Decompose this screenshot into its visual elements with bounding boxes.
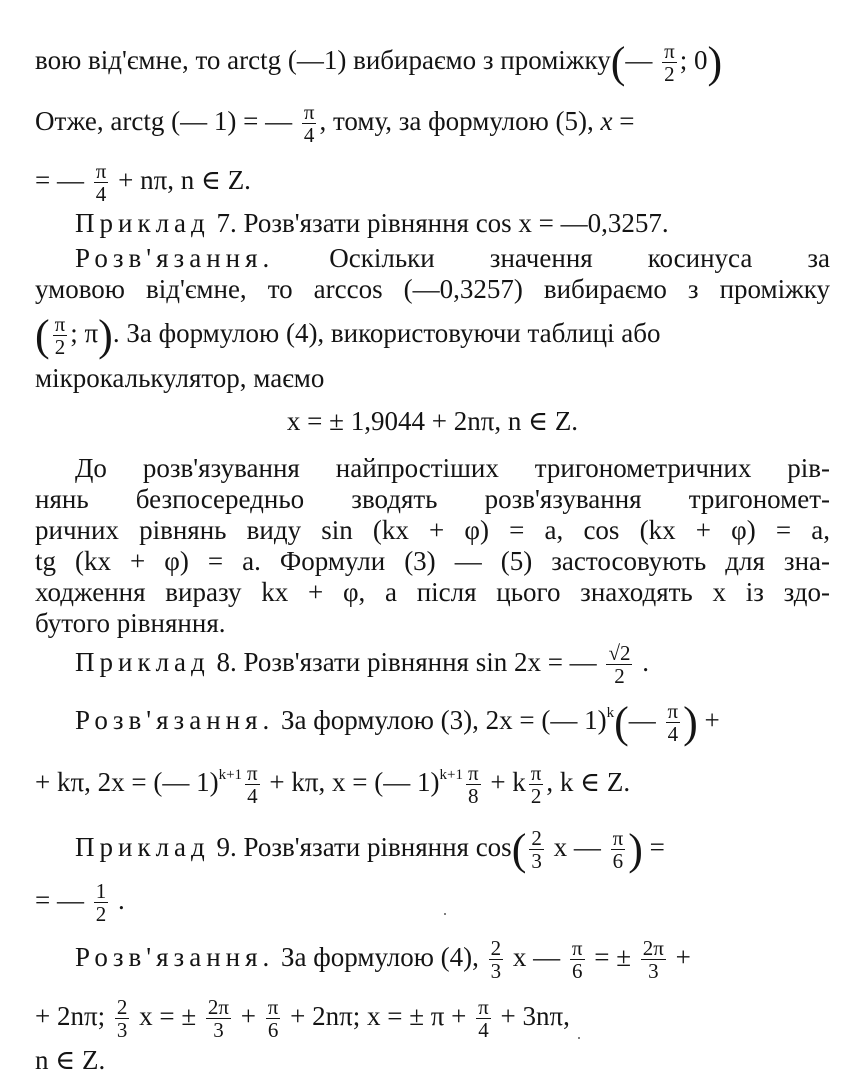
solution-7-line-1 xyxy=(75,245,830,272)
line-2-text-b: , тому, за формулою (5), xyxy=(319,105,601,136)
solution-9-line-3 xyxy=(35,1047,105,1074)
example-label: Приклад xyxy=(75,831,210,862)
line-1-text: вою від'ємне, то arctg (—1) вибираємо з проміжку xyxy=(35,44,611,75)
left-paren: ( xyxy=(614,697,629,747)
fraction-pi-over-4: $\frac{\pi}{4}$ xyxy=(95,159,107,207)
plus-sign: + xyxy=(697,704,720,735)
fraction-2-over-3: $\frac{2}{3}$ xyxy=(116,995,128,1043)
line-2-text-a: Отже, arctg (— 1) = — xyxy=(35,105,299,136)
fraction-sqrt2-over-2: $\frac{√2}{2}$ xyxy=(608,641,631,689)
solution-8-text-b: + kπ, x = (— 1) xyxy=(262,766,440,797)
paragraph-text-2: нянь безпосередньо зводять розв'язування тригономет- xyxy=(35,484,830,514)
example-9-heading xyxy=(75,824,665,874)
solution-9-line-2 xyxy=(35,996,570,1041)
text-line-6 xyxy=(35,276,830,303)
solution-8-text-d: , k ∈ Z. xyxy=(546,766,631,797)
paragraph-line-6 xyxy=(35,610,226,637)
paragraph-line-5 xyxy=(35,579,830,606)
left-paren: ( xyxy=(35,310,50,360)
exponent-k-plus-1: k+1 xyxy=(439,766,463,783)
period: . xyxy=(111,884,125,915)
fraction-pi-over-4: $\frac{\pi}{4}$ xyxy=(247,761,258,809)
solution-9-text-f: n ∈ Z. xyxy=(35,1045,106,1075)
solution-9-text-d: + 2nπ; x = ± π + xyxy=(283,1000,474,1031)
line-7-text: . За формулою (4), використовуючи таблиці або xyxy=(112,317,661,348)
example-9-line-2 xyxy=(35,880,125,925)
example-7-heading xyxy=(75,210,669,237)
text-line-3 xyxy=(35,160,251,205)
formula-line-9 xyxy=(35,408,830,435)
text-line-2 xyxy=(35,101,635,146)
solution-label: Розв'язання. xyxy=(75,941,275,972)
solution-label: Розв'язання. xyxy=(75,243,275,273)
paragraph-text-5: ходження виразу kx + φ, а після цього знаходять x із здо- xyxy=(35,577,830,607)
example-7-text: 7. Розв'язати рівняння cos x = —0,3257. xyxy=(209,208,669,238)
equals-sign: = xyxy=(642,831,665,862)
left-paren: ( xyxy=(511,824,527,874)
solution-9-text-b: x — xyxy=(506,941,567,972)
paragraph-text-1: До розв'язування найпростіших тригонометричних рів- xyxy=(75,453,830,483)
fraction-2pi-over-3: $\frac{2\pi}{3}$ xyxy=(207,995,230,1043)
fraction-2-over-3: $\frac{2}{3}$ xyxy=(490,936,502,984)
fraction-1-over-2: $\frac{1}{2}$ xyxy=(95,879,107,927)
paragraph-text-4: tg (kx + φ) = a. Формули (3) — (5) застосовують для зна- xyxy=(35,546,830,576)
line-2-text-c: = xyxy=(612,105,635,136)
paragraph-text-3: ричних рівнянь виду sin (kx + φ) = a, cos (kx + φ) = a, xyxy=(35,515,830,545)
solution-8-line-1 xyxy=(75,697,720,747)
solution-8-line-2 xyxy=(35,762,630,807)
fraction-pi-over-4: $\frac{\pi}{4}$ xyxy=(667,699,679,747)
period: . xyxy=(635,646,649,677)
paragraph-line-4 xyxy=(35,548,830,575)
fraction-pi-over-2: $\frac{\pi}{2}$ xyxy=(530,761,542,809)
interval-end: ; 0 xyxy=(679,44,708,75)
paragraph-line-1 xyxy=(75,455,830,482)
paragraph-line-3 xyxy=(35,517,830,544)
text-line-1 xyxy=(35,37,723,87)
solution-8-text-c: + k xyxy=(483,766,526,797)
solution-7-text: Оскільки значення косинуса за xyxy=(274,243,830,273)
solution-label: Розв'язання. xyxy=(75,704,275,735)
example-8-heading xyxy=(75,642,649,687)
minus-sign: — xyxy=(628,704,663,735)
fraction-pi-over-8: $\frac{\pi}{8}$ xyxy=(467,761,479,809)
scan-speck xyxy=(578,1037,580,1039)
scan-speck xyxy=(444,913,446,915)
text-line-7 xyxy=(35,310,661,360)
solution-8-text: За формулою (3), 2x = (— 1) xyxy=(274,704,607,735)
interval-end: ; π xyxy=(70,317,99,348)
exponent-k-plus-1: k+1 xyxy=(218,766,243,783)
line-6-text: умовою від'ємне, то arccos (—0,3257) вибираємо з проміжку xyxy=(35,274,830,304)
right-paren: ) xyxy=(628,824,643,874)
fraction-2pi-over-3: $\frac{2\pi}{3}$ xyxy=(642,936,664,984)
exponent-k: k xyxy=(606,704,615,721)
solution-9-text-a: + 2nπ; xyxy=(35,1000,112,1031)
text-line-8 xyxy=(35,365,324,392)
plus-sign: + xyxy=(668,941,691,972)
plus-sign: + xyxy=(234,1000,263,1031)
solution-9-text-b: x = ± xyxy=(132,1000,203,1031)
fraction-pi-over-6: $\frac{\pi}{6}$ xyxy=(571,936,583,984)
fraction-pi-over-6: $\frac{\pi}{6}$ xyxy=(267,995,279,1043)
solution-9-line-1 xyxy=(75,937,691,982)
example-label: Приклад xyxy=(75,208,210,238)
right-paren: ) xyxy=(683,697,698,747)
example-label: Приклад xyxy=(75,646,210,677)
minus-term: x — xyxy=(546,831,608,862)
fraction-pi-over-2: $\frac{\pi}{2}$ xyxy=(664,39,675,87)
solution-9-text-e: + 3nπ, xyxy=(493,1000,570,1031)
left-paren: ( xyxy=(610,37,626,87)
minus-sign: — xyxy=(625,44,660,75)
fraction-pi-over-4: $\frac{\pi}{4}$ xyxy=(478,995,489,1043)
fraction-pi-over-4: $\frac{\pi}{4}$ xyxy=(303,100,315,148)
line-3-text-b: + nπ, n ∈ Z. xyxy=(111,164,251,195)
fraction-pi-over-6: $\frac{\pi}{6}$ xyxy=(612,826,624,874)
solution-9-text-a: За формулою (4), xyxy=(274,941,486,972)
right-paren: ) xyxy=(98,310,113,360)
paragraph-text-6: бутого рівняння. xyxy=(35,608,226,638)
example-8-text: 8. Розв'язати рівняння sin 2x = — xyxy=(209,646,604,677)
line-8-text: мікрокалькулятор, маємо xyxy=(35,363,325,393)
right-paren: ) xyxy=(707,37,723,87)
line-3-text-a: = — xyxy=(35,164,91,195)
fraction-pi-over-2: $\frac{\pi}{2}$ xyxy=(54,312,66,360)
example-9-text: 9. Розв'язати рівняння cos xyxy=(209,831,512,862)
paragraph-line-2 xyxy=(35,486,830,513)
var-x: x xyxy=(600,105,613,136)
solution-8-text-a: + kπ, 2x = (— 1) xyxy=(35,766,219,797)
fraction-2-over-3: $\frac{2}{3}$ xyxy=(531,826,542,874)
equals-minus: = — xyxy=(35,884,91,915)
formula-x: x = ± 1,9044 + 2nπ, n ∈ Z. xyxy=(286,406,579,436)
solution-9-text-c: = ± xyxy=(587,941,638,972)
